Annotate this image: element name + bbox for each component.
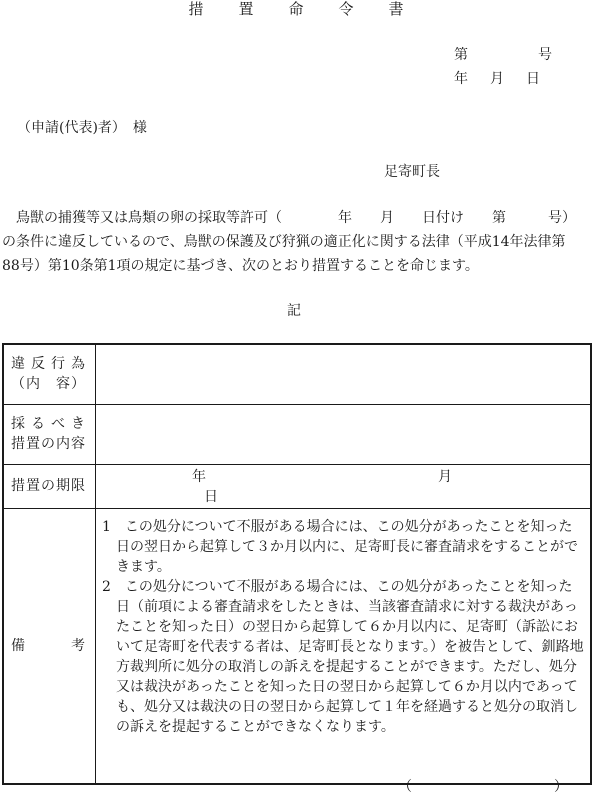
body-line: 88号）第10条第1項の規定に基づき、次のとおり措置することを命じます。 [2, 258, 479, 274]
footer-open: （ [398, 779, 412, 795]
number-suffix: 号 [538, 47, 552, 63]
number-prefix: 第 [454, 47, 468, 63]
remarks-label-b: 考 [71, 637, 85, 654]
title-char: 命 [288, 0, 305, 18]
title-char: 令 [338, 0, 355, 18]
table-row [3, 404, 591, 464]
deadline-label: 措置の期限 [3, 464, 96, 508]
date-year: 年 [454, 71, 468, 87]
document-number [454, 44, 552, 64]
date-month: 月 [490, 71, 504, 87]
table-row [3, 344, 591, 404]
document-date [454, 68, 540, 88]
violation-value[interactable] [96, 344, 592, 404]
footer-close: ） [554, 779, 568, 795]
table-row [3, 464, 591, 508]
title-char: 置 [238, 0, 255, 18]
deadline-value[interactable] [96, 464, 592, 508]
issuer: 足寄町長 [384, 164, 440, 180]
deadline-month: 月 [438, 469, 452, 485]
title-char: 措 [188, 0, 205, 18]
recipient: （申請(代表)者） 様 [17, 120, 147, 136]
ki-heading: 記 [287, 303, 301, 319]
remarks-value [96, 508, 592, 784]
measure-value[interactable] [96, 404, 592, 464]
table-row [3, 508, 591, 784]
remarks-label-a: 備 [11, 637, 25, 654]
body-line: 鳥獣の捕獲等又は鳥類の卵の採取等許可（ 年 月 日付け 第 号） [16, 210, 576, 226]
order-table [2, 343, 592, 785]
violation-label: 違反行為 （内 容） [3, 344, 96, 404]
measure-label: 採るべき 措置の内容 [3, 404, 96, 464]
document-title [0, 0, 593, 19]
remarks-item: 1 この処分について不服がある場合には、この処分があったことを知った日の翌日から起算して３か月以内に、足寄町長に審査請求をすることができます。 [102, 518, 578, 575]
title-char: 書 [388, 0, 405, 18]
deadline-day: 日 [204, 489, 218, 505]
remarks-label [3, 508, 96, 784]
order-body [2, 206, 592, 278]
date-day: 日 [526, 71, 540, 87]
body-line: の条件に違反しているので、鳥獣の保護及び狩猟の適正化に関する法律（平成14年法律第 [2, 234, 566, 250]
footer-note [398, 776, 568, 796]
deadline-year: 年 [192, 469, 206, 485]
remarks-item: 2 この処分について不服がある場合には、この処分があったことを知った日（前項による審査請求をしたときは、当該審査請求に対する裁決があったことを知った日）の翌日から起算して６か月以内に、足寄町（訴訟において足寄町を代表する者は、足寄町長となります。）を被告として、釧路地方裁判所に処分の取消しの訴えを提起することができます。ただし、処分又は裁決があったことを知った日の翌日から起算して６か月以内であっても、処分又は裁決の日の翌日から起算して１年を経過すると処分の取消しの訴えを提起することができなくなります。 [102, 578, 584, 735]
